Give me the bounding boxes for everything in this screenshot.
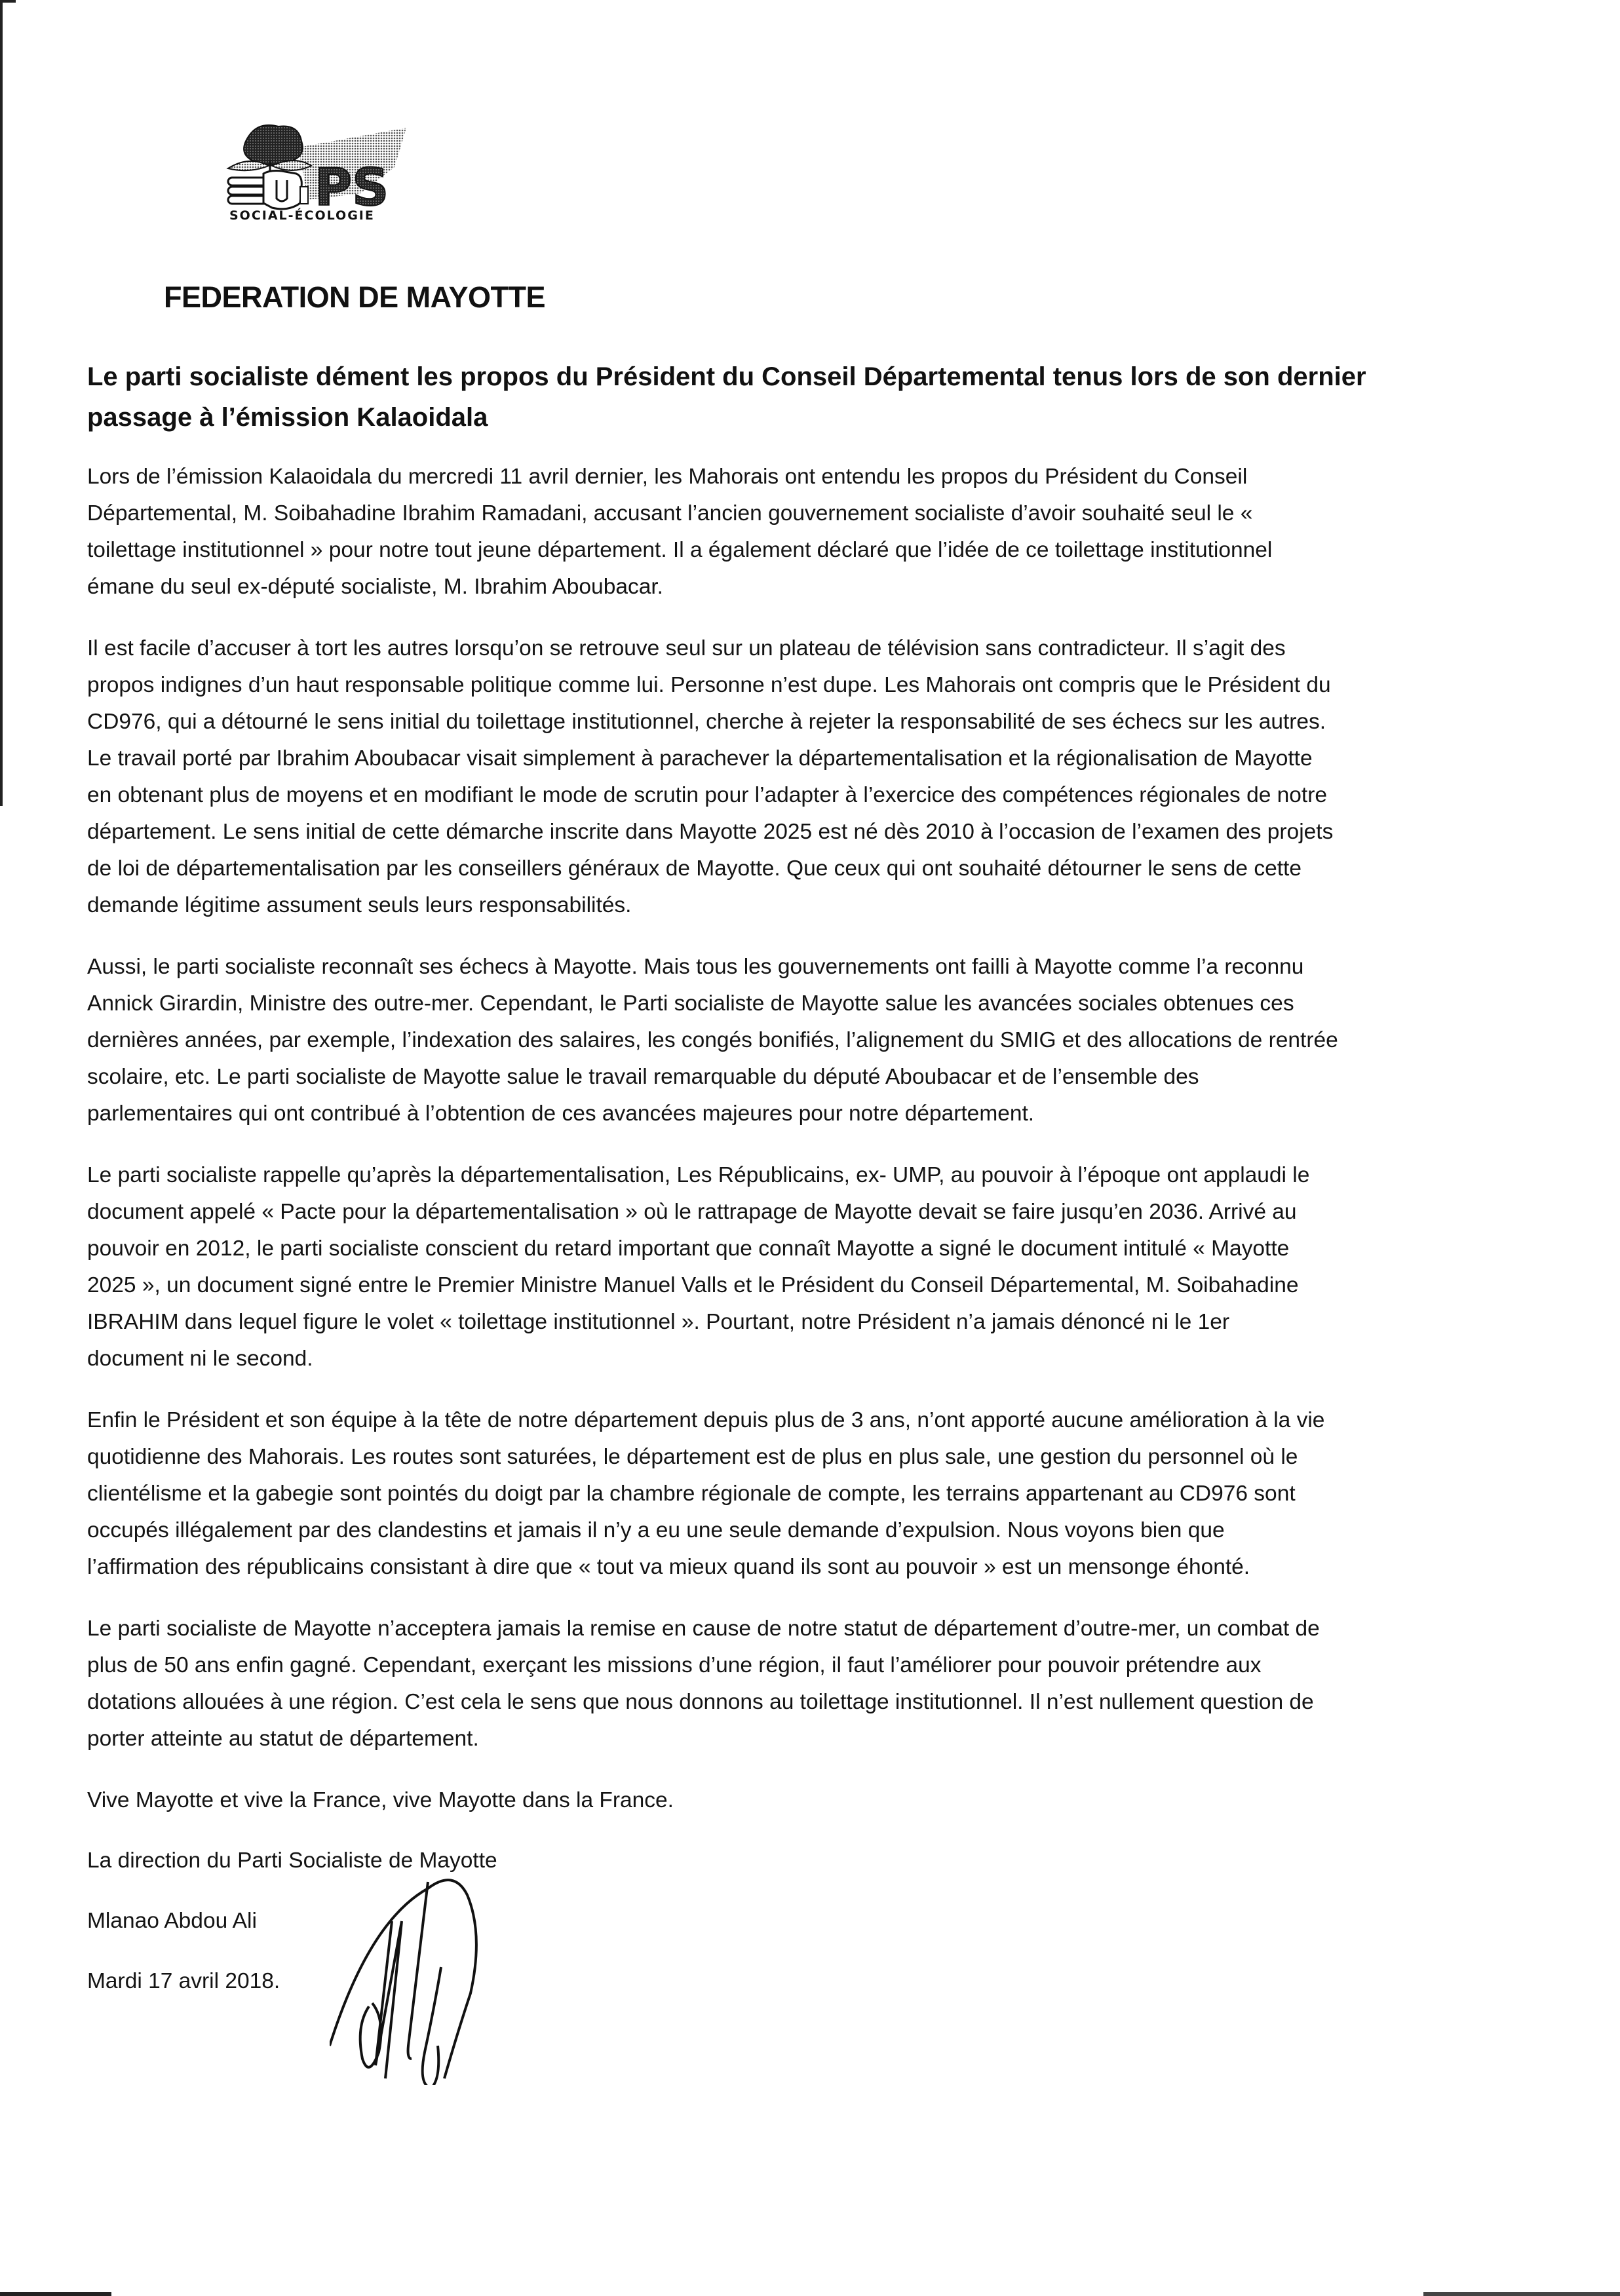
text-line: occupés illégalement par des clandestins et jamais il n’y a eu une seule demande d’expulsion. Nous voyons bien que <box>87 1518 1225 1542</box>
letter-date: Mardi 17 avril 2018. <box>87 1969 280 1993</box>
paragraph-5 <box>87 1402 1555 1586</box>
closing-line <box>87 1782 1555 1819</box>
headline-line: passage à l’émission Kalaoidala <box>87 403 488 432</box>
text-line: l’affirmation des républicains consistant à dire que « tout va mieux quand ils sont au pouvoir » est un mensonge éhonté. <box>87 1555 1250 1579</box>
text-line: plus de 50 ans enfin gagné. Cependant, exerçant les missions d’une région, il faut l’améliorer pour pouvoir prétendre aux <box>87 1653 1262 1677</box>
ps-rose-fist-logo-icon <box>223 121 419 213</box>
letter-body <box>87 459 1555 2023</box>
text-line: de loi de départementalisation par les conseillers généraux de Mayotte. Que ceux qui ont souhaité détourner le sens de cette <box>87 856 1302 881</box>
signature-block <box>87 1843 1555 2000</box>
text-line: pouvoir en 2012, le parti socialiste conscient du retard important que connaît Mayotte a signé le document intitulé « Mayotte <box>87 1236 1290 1261</box>
text-line: document appelé « Pacte pour la départementalisation » où le rattrapage de Mayotte devait se faire jusqu’en 2036. Arrivé au <box>87 1200 1297 1224</box>
text-line: toilettage institutionnel » pour notre tout jeune département. Il a également déclaré que l’idée de ce toilettage institutionnel <box>87 538 1273 562</box>
text-line: clientélisme et la gabegie sont pointés du doigt par la chambre régionale de compte, les terrains appartenant au CD976 sont <box>87 1482 1296 1506</box>
logo-caption: SOCIAL-ÉCOLOGIE <box>229 208 375 223</box>
text-line: Le parti socialiste rappelle qu’après la départementalisation, Les Républicains, ex- UMP, au pouvoir à l’époque ont applaudi le <box>87 1163 1310 1187</box>
text-line: porter atteinte au statut de département. <box>87 1727 479 1751</box>
text-line: Départemental, M. Soibahadine Ibrahim Ramadani, accusant l’ancien gouvernement socialiste d’avoir souhaité seul le « <box>87 501 1253 526</box>
text-line: document ni le second. <box>87 1347 313 1371</box>
paragraph-2 <box>87 630 1555 924</box>
paragraph-3 <box>87 949 1555 1132</box>
text-line: 2025 », un document signé entre le Premier Ministre Manuel Valls et le Président du Conseil Départemental, M. Soibahadine <box>87 1273 1299 1297</box>
text-line: quotidienne des Mahorais. Les routes sont saturées, le département est de plus en plus sale, une gestion du personnel où le <box>87 1445 1298 1469</box>
text-line: Annick Girardin, Ministre des outre-mer. Cependant, le Parti socialiste de Mayotte salue les avancées sociales obtenues ces <box>87 991 1294 1016</box>
text-line: Aussi, le parti socialiste reconnaît ses échecs à Mayotte. Mais tous les gouvernements ont failli à Mayotte comme l’a reconnu <box>87 955 1304 979</box>
text-line: Lors de l’émission Kalaoidala du mercredi 11 avril dernier, les Mahorais ont entendu les propos du Président du Conseil <box>87 465 1248 489</box>
text-line: émane du seul ex-député socialiste, M. Ibrahim Aboubacar. <box>87 575 663 599</box>
paragraph-6 <box>87 1611 1555 1757</box>
text-line: dernières années, par exemple, l’indexation des salaires, les congés bonifiés, l’alignement du SMIG et des allocations de rentrée <box>87 1028 1338 1052</box>
text-line: en obtenant plus de moyens et en modifiant le mode de scrutin pour l’adapter à l’exercice des compétences régionales de notre <box>87 783 1328 807</box>
press-release-headline <box>87 356 1549 438</box>
scan-edge-bottom-right <box>1423 2292 1620 2296</box>
paragraph-1 <box>87 459 1555 605</box>
text-line: parlementaires qui ont contribué à l’obtention de ces avancées majeures pour notre département. <box>87 1101 1035 1126</box>
scan-edge-bottom-left <box>0 2292 111 2296</box>
text-line: demande légitime assument seuls leurs responsabilités. <box>87 893 632 917</box>
scan-edge-top <box>0 0 16 3</box>
text-line: Vive Mayotte et vive la France, vive Mayotte dans la France. <box>87 1788 674 1812</box>
text-line: dotations allouées à une région. C’est cela le sens que nous donnons au toilettage institutionnel. Il n’est nullement question de <box>87 1690 1314 1714</box>
text-line: Il est facile d’accuser à tort les autres lorsqu’on se retrouve seul sur un plateau de télévision sans contradicteur. Il s’agit des <box>87 636 1286 660</box>
text-line: département. Le sens initial de cette démarche inscrite dans Mayotte 2025 est né dès 2010 à l’occasion de l’examen des projets <box>87 820 1334 844</box>
text-line: Le travail porté par Ibrahim Aboubacar visait simplement à parachever la départementalisation et la régionalisation de Mayotte <box>87 746 1313 771</box>
text-line: CD976, qui a détourné le sens initial du toilettage institutionnel, cherche à rejeter la responsabilité de ses échecs sur les autres. <box>87 710 1326 734</box>
handwritten-signature-icon <box>330 1862 526 2085</box>
signatory-name: Mlanao Abdou Ali <box>87 1909 257 1933</box>
text-line: Enfin le Président et son équipe à la tête de notre département depuis plus de 3 ans, n’ont apporté aucune amélioration à la vie <box>87 1408 1325 1432</box>
signatory-organization: La direction du Parti Socialiste de Mayotte <box>87 1848 497 1873</box>
paragraph-4 <box>87 1157 1555 1377</box>
federation-heading: FEDERATION DE MAYOTTE <box>164 280 546 314</box>
scan-edge-left <box>0 0 3 806</box>
text-line: scolaire, etc. Le parti socialiste de Mayotte salue le travail remarquable du député Aboubacar et de l’ensemble des <box>87 1065 1199 1089</box>
text-line: IBRAHIM dans lequel figure le volet « toilettage institutionnel ». Pourtant, notre Président n’a jamais dénoncé ni le 1er <box>87 1310 1230 1334</box>
svg-text:PS: PS <box>315 159 389 213</box>
text-line: propos indignes d’un haut responsable politique comme lui. Personne n’est dupe. Les Mahorais ont compris que le Président du <box>87 673 1331 697</box>
headline-line: Le parti socialiste dément les propos du Président du Conseil Départemental tenus lors de son dernier <box>87 362 1366 391</box>
text-line: Le parti socialiste de Mayotte n’acceptera jamais la remise en cause de notre statut de département d’outre-mer, un combat de <box>87 1617 1320 1641</box>
